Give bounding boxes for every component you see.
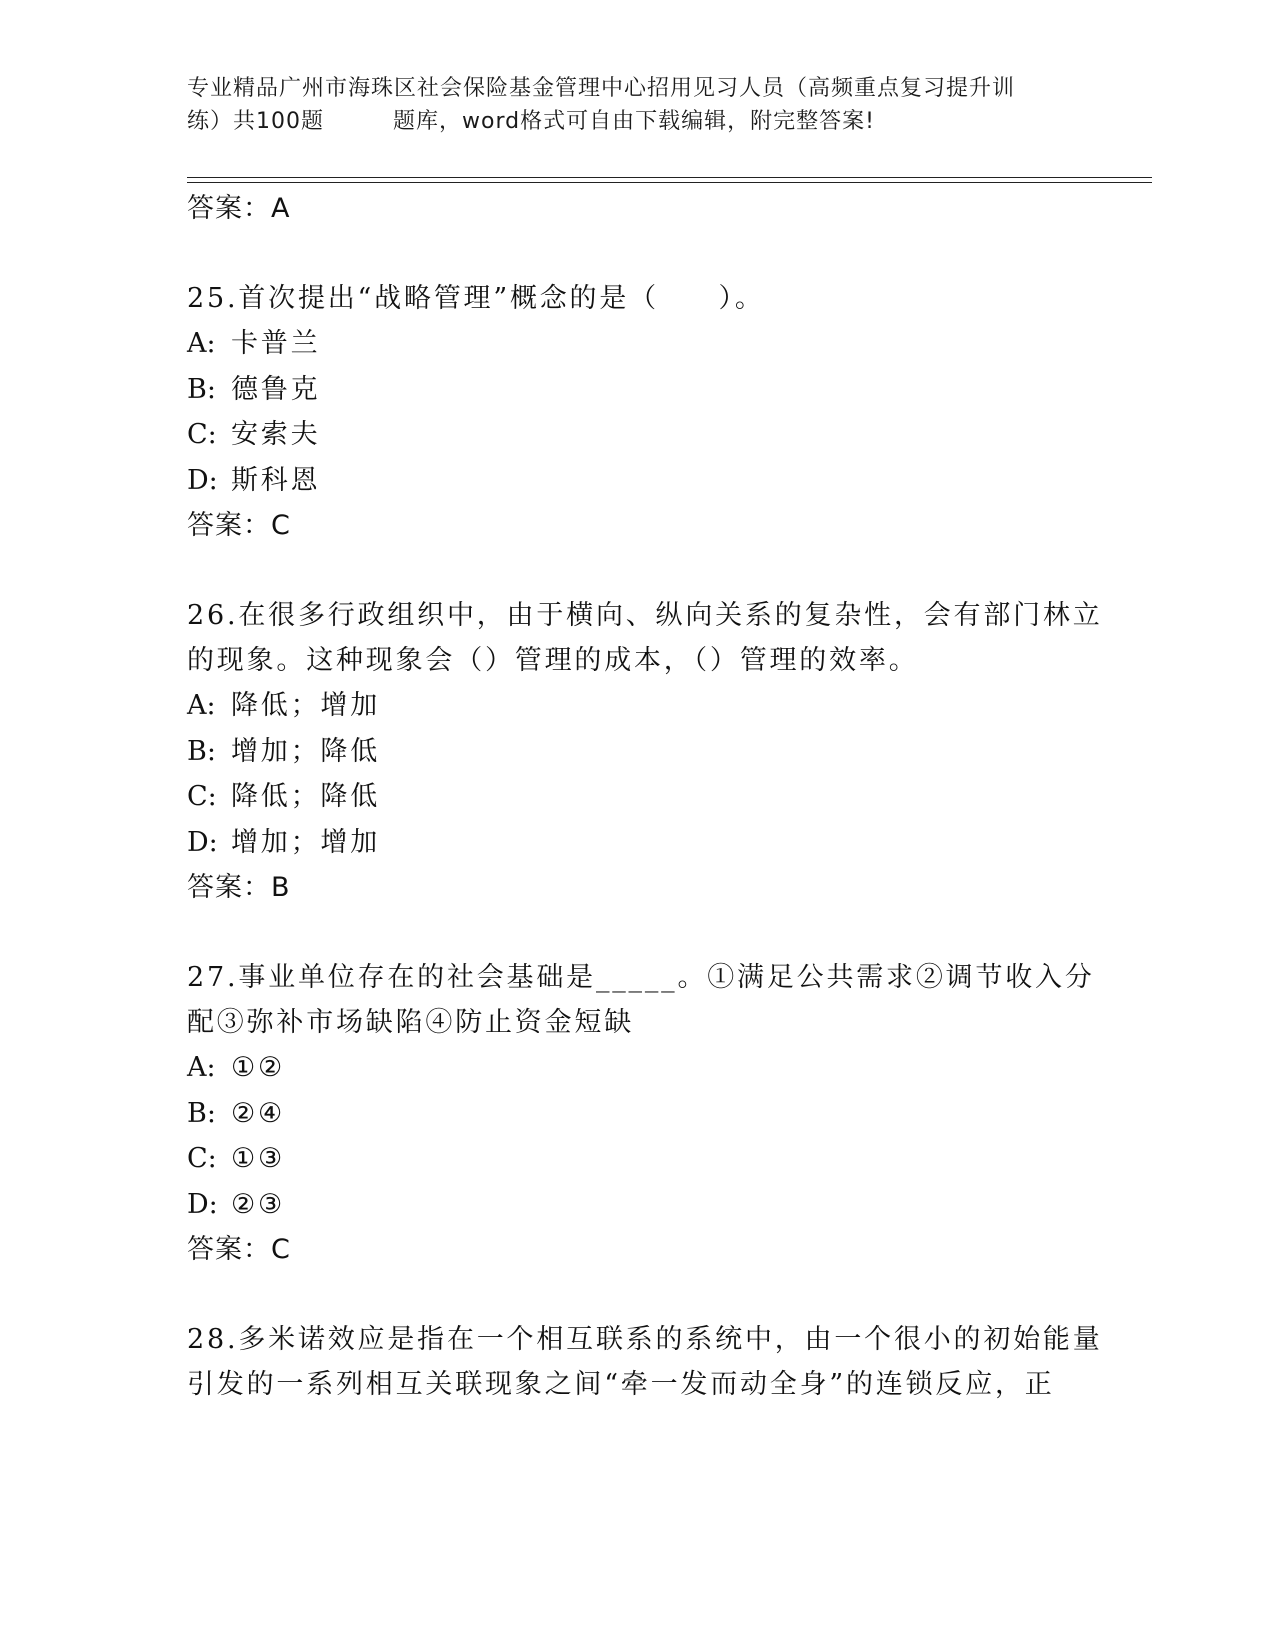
option-d xyxy=(187,458,1087,504)
option-text: ②③ xyxy=(231,1188,286,1220)
option-c xyxy=(187,1136,1087,1182)
option-a xyxy=(187,683,1087,729)
question-text xyxy=(187,593,1103,683)
question-28 xyxy=(187,1317,1103,1407)
option-c xyxy=(187,412,1087,458)
option-d xyxy=(187,820,1087,866)
document-header xyxy=(187,72,1087,138)
option-text: 增加；增加 xyxy=(231,826,380,858)
question-text xyxy=(187,1317,1103,1407)
question-line: 26.在很多行政组织中，由于横向、纵向关系的复杂性，会有部门林立 xyxy=(187,600,1103,631)
header-divider-top xyxy=(187,177,1152,178)
option-b xyxy=(187,367,1087,413)
option-letter: B: xyxy=(187,1097,216,1129)
option-letter: A: xyxy=(187,328,216,359)
option-text: ①② xyxy=(231,1052,286,1083)
option-text: 降低；降低 xyxy=(231,781,380,812)
question-text xyxy=(187,276,1087,321)
question-line: 配③弥补市场缺陷④防止资金短缺 xyxy=(187,1007,634,1038)
option-text: 卡普兰 xyxy=(231,328,321,359)
option-a xyxy=(187,1045,1087,1091)
option-text: 德鲁克 xyxy=(231,373,321,405)
option-letter: A: xyxy=(187,690,216,721)
option-text: ②④ xyxy=(231,1097,286,1129)
answer: 答案：C xyxy=(187,1234,291,1265)
answer: 答案：C xyxy=(187,510,291,541)
option-b xyxy=(187,1091,1087,1137)
option-letter: D: xyxy=(187,1188,218,1220)
header-divider-bottom xyxy=(187,182,1152,183)
question-line: 25.首次提出“战略管理”概念的是（ ）。 xyxy=(187,283,765,314)
question-26 xyxy=(187,593,1103,911)
option-c xyxy=(187,774,1087,820)
question-line: 28.多米诺效应是指在一个相互联系的系统中，由一个很小的初始能量 xyxy=(187,1324,1103,1355)
header-title-line-2: 练）共100题 题库，word格式可自由下载编辑，附完整答案! xyxy=(187,109,875,134)
option-letter: D: xyxy=(187,826,218,858)
option-text: 安索夫 xyxy=(231,419,321,450)
previous-answer: 答案：A xyxy=(187,193,291,224)
option-letter: C: xyxy=(187,419,217,450)
question-line: 27.事业单位存在的社会基础是_____。①满足公共需求②调节收入分 xyxy=(187,962,1095,993)
answer: 答案：B xyxy=(187,872,291,903)
question-text xyxy=(187,955,1095,1045)
option-letter: C: xyxy=(187,781,217,812)
header-title-line-1: 专业精品广州市海珠区社会保险基金管理中心招用见习人员（高频重点复习提升训 xyxy=(187,76,1016,101)
option-letter: D: xyxy=(187,464,218,496)
option-a xyxy=(187,321,1087,367)
option-letter: B: xyxy=(187,735,216,767)
option-text: 降低；增加 xyxy=(231,690,380,721)
question-line: 的现象。这种现象会（）管理的成本，（）管理的效率。 xyxy=(187,645,919,676)
question-27 xyxy=(187,955,1095,1273)
option-text: ①③ xyxy=(231,1143,286,1174)
option-letter: C: xyxy=(187,1143,217,1174)
option-text: 斯科恩 xyxy=(231,464,321,496)
option-text: 增加；降低 xyxy=(231,735,380,767)
question-25 xyxy=(187,276,1087,549)
option-letter: B: xyxy=(187,373,216,405)
question-line: 引发的一系列相互关联现象之间“牵一发而动全身”的连锁反应，正 xyxy=(187,1369,1055,1400)
document-body xyxy=(187,186,1103,1407)
option-b xyxy=(187,729,1087,775)
option-d xyxy=(187,1182,1087,1228)
option-letter: A: xyxy=(187,1052,216,1083)
